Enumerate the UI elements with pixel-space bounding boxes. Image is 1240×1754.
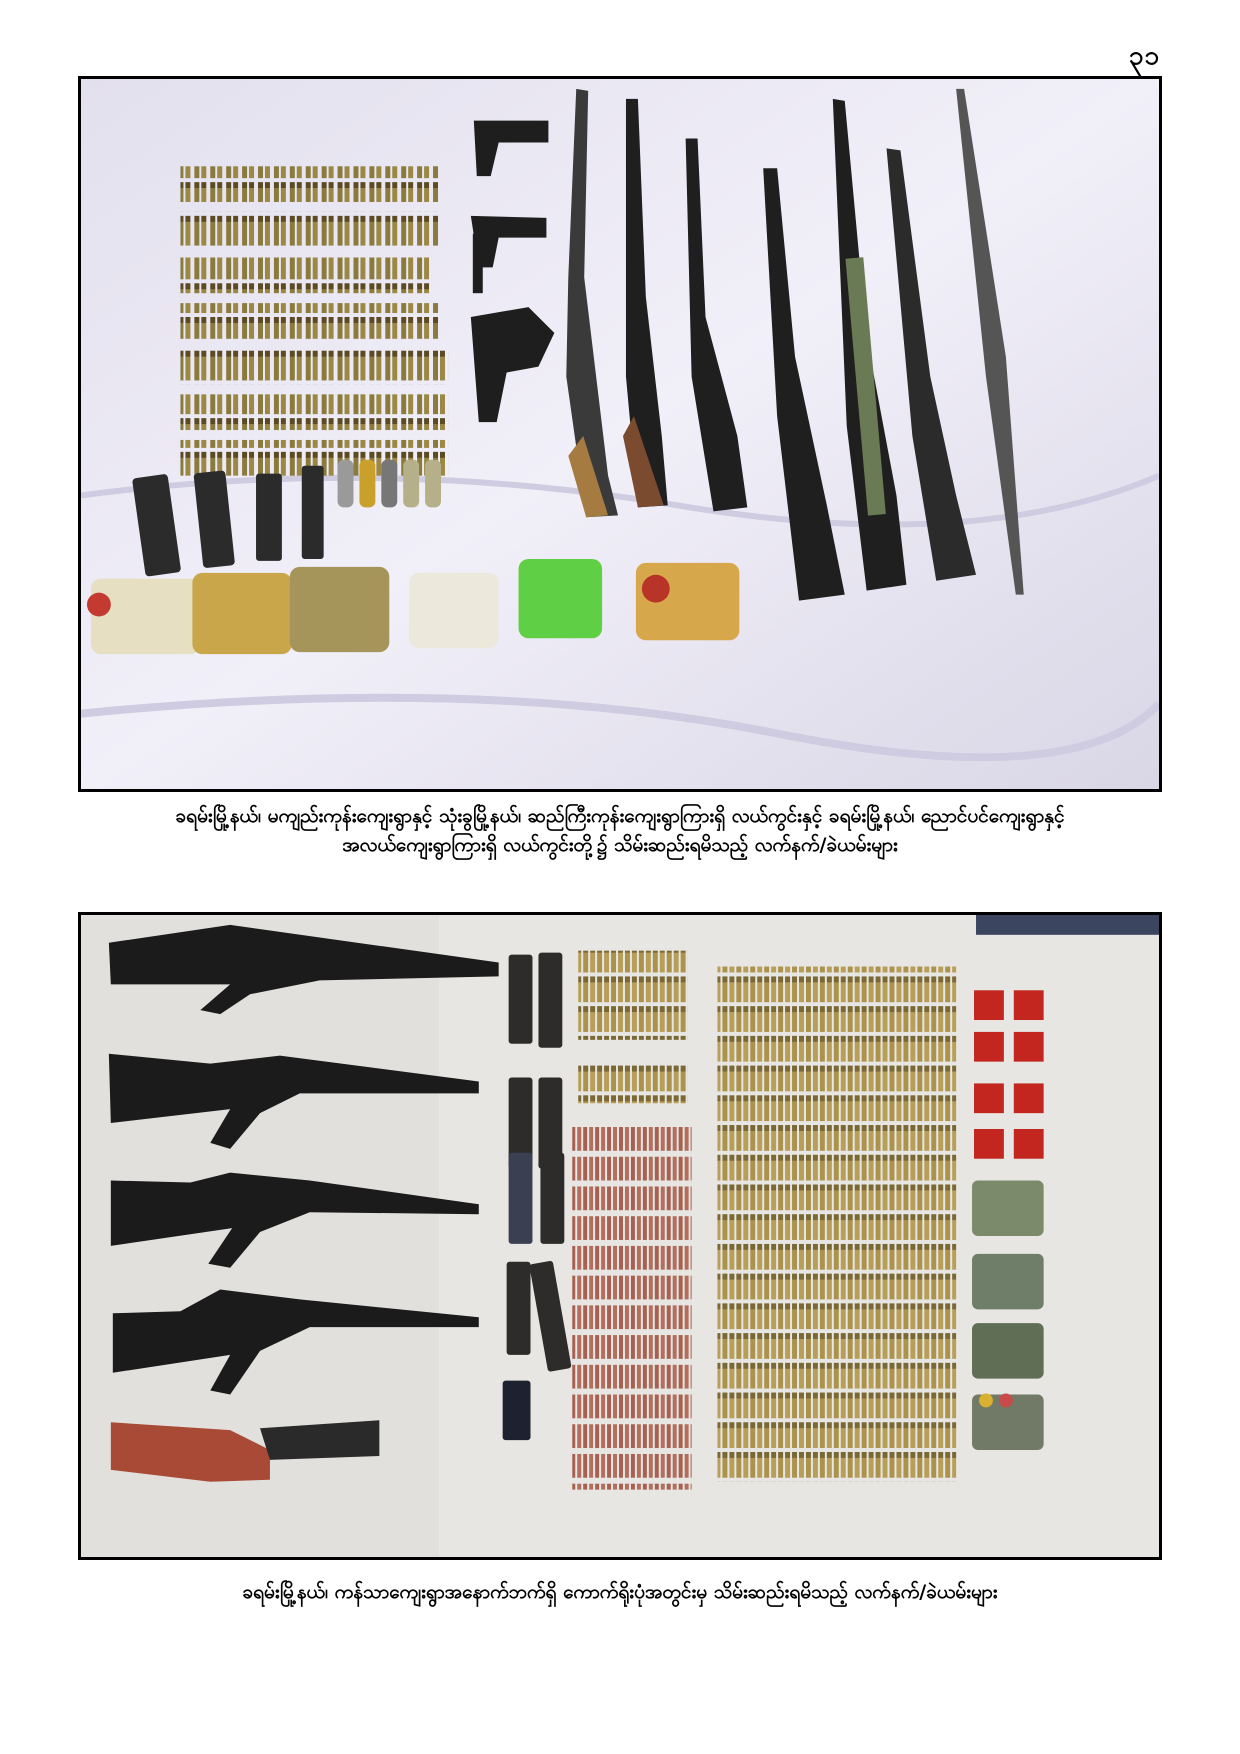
caption-line: ခရမ်းမြို့နယ်၊ ကန်သာကျေးရွာအနောက်ဘက်ရှိ ကောက်ရိုးပုံအတွင်းမှ သိမ်းဆည်းရမိသည့် လက်နက်/ခဲယမ်းများ bbox=[242, 1581, 998, 1603]
caption-line: ခရမ်းမြို့နယ်၊ မကျည်းကုန်းကျေးရွာနှင့် သုံးခွမြို့နယ်၊ ဆည်ကြီးကုန်းကျေးရွာကြားရှိ လယ်ကွင်းနှင့် ခရမ်းမြို့နယ်၊ ညောင်ပင်ကျေးရွာနှင့် bbox=[175, 805, 1065, 827]
ammunition-rows bbox=[180, 166, 449, 475]
seized-weapons-photo-2 bbox=[78, 912, 1162, 1560]
figure-caption-2 bbox=[78, 1578, 1162, 1607]
caption-line: အလယ်ကျေးရွာကြားရှိ လယ်ကွင်းတို့၌ သိမ်းဆည်းရမိသည့် လက်နက်/ခဲယမ်းများ bbox=[342, 834, 898, 856]
page-number: ၃၁ bbox=[1128, 41, 1160, 71]
seized-weapons-photo-1 bbox=[78, 76, 1162, 792]
figure-caption-1 bbox=[78, 802, 1162, 860]
